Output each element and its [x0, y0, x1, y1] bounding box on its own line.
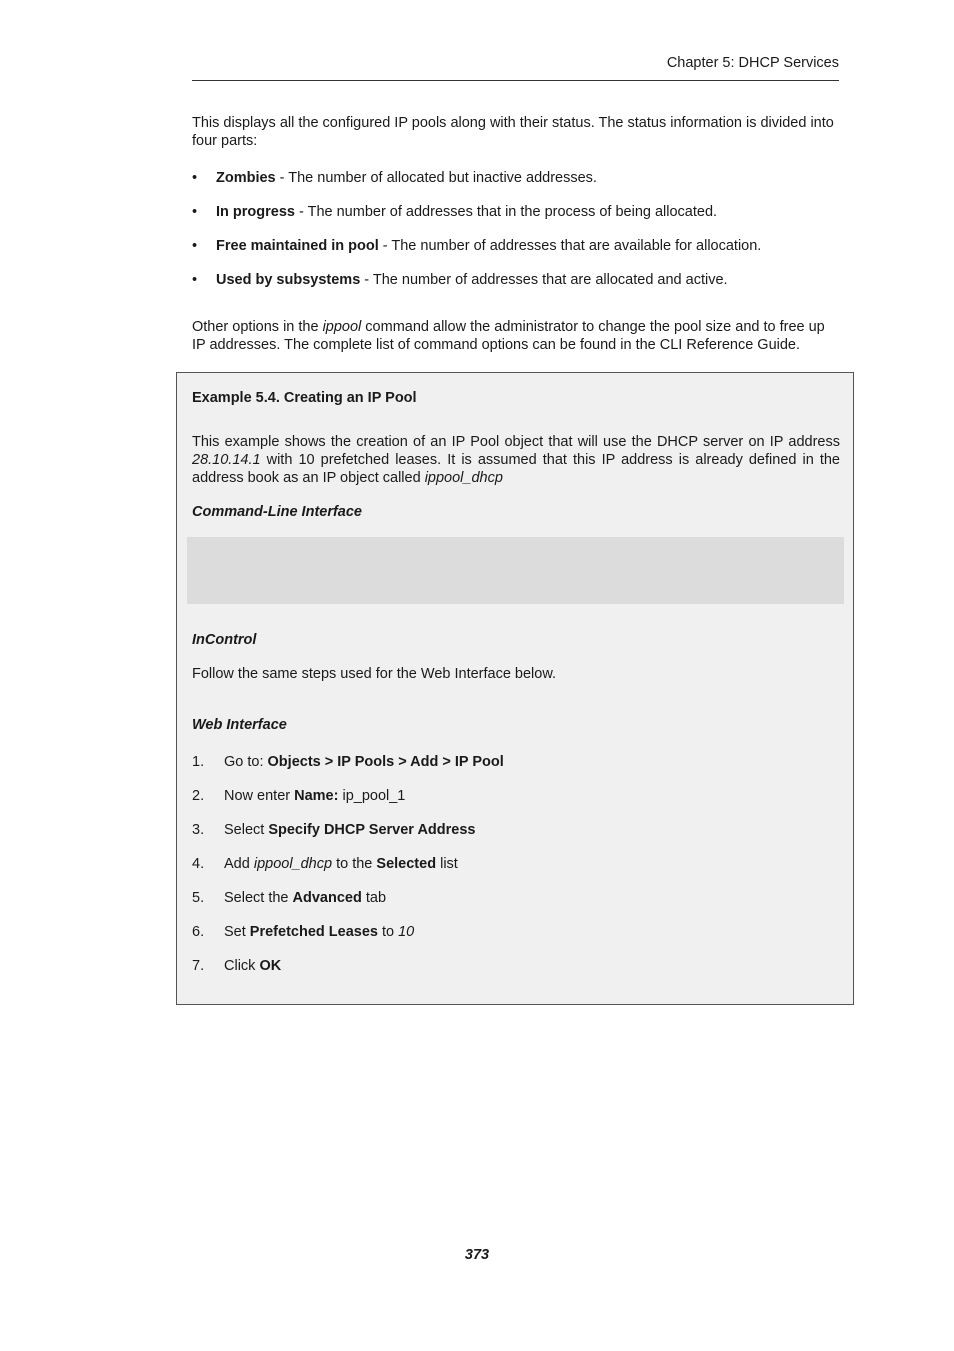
text-fragment: Go to: — [224, 754, 268, 770]
text-fragment: Other options in the — [192, 319, 323, 335]
text-fragment: to the — [332, 856, 377, 872]
bullet-term: Zombies — [216, 170, 276, 186]
bullet-symbol: • — [192, 238, 198, 254]
bullet-desc: - The number of addresses that are allocated and active. — [360, 272, 728, 288]
text-fragment: This example shows the creation of an IP Pool object that will use the DHCP server on IP address — [192, 434, 840, 450]
button-label: OK — [259, 958, 282, 974]
text-fragment: Add — [224, 856, 254, 872]
bullet-desc: - The number of addresses that in the process of being allocated. — [294, 204, 718, 220]
text-fragment: Now enter — [224, 788, 295, 804]
example-box — [176, 372, 854, 1005]
bullet-term: Free maintained in pool — [216, 238, 379, 254]
web-interface-heading: Web Interface — [192, 717, 287, 733]
field-value: 10 — [398, 924, 415, 940]
text-fragment: tab — [361, 890, 387, 906]
list-label: Selected — [376, 856, 437, 872]
incontrol-text: Follow the same steps used for the Web Interface below. — [192, 666, 557, 682]
tab-label: Advanced — [292, 890, 362, 906]
step-number: 3. — [192, 822, 205, 838]
intro-paragraph: This displays all the configured IP pools along with their status. The status information is divided into four parts: — [192, 115, 834, 149]
bullet-desc: - The number of allocated but inactive addresses. — [275, 170, 597, 186]
ip-object-name: ippool_dhcp — [424, 470, 503, 486]
text-fragment: ip_pool_1 — [338, 788, 406, 804]
incontrol-heading: InControl — [192, 632, 257, 648]
ippool-command: ippool — [322, 319, 362, 335]
step-number: 4. — [192, 856, 205, 872]
object-name: ippool_dhcp — [253, 856, 333, 872]
bullet-term: Used by subsystems — [216, 272, 361, 288]
menu-path: Objects > IP Pools > Add > IP Pool — [267, 754, 504, 770]
option-label: Specify DHCP Server Address — [268, 822, 476, 838]
text-fragment: Click — [224, 958, 260, 974]
chapter-title: Chapter 5: DHCP Services — [666, 55, 839, 71]
step-number: 2. — [192, 788, 205, 804]
step-number: 6. — [192, 924, 205, 940]
text-fragment: with 10 prefetched leases. It is assumed that this IP address is already defined in the address book as an IP object called — [192, 452, 840, 486]
page-number: 373 — [464, 1247, 490, 1263]
bullet-term: In progress — [216, 204, 295, 220]
bullet-symbol: • — [192, 272, 198, 288]
text-fragment: command allow the administrator to change the pool size and to free up IP addresses. The complete list of command options can be found in the CLI Reference Guide. — [192, 319, 825, 353]
other-options-paragraph — [192, 318, 840, 354]
ip-address: 28.10.14.1 — [192, 452, 261, 468]
text-fragment: list — [436, 856, 458, 872]
cli-code-block — [187, 537, 844, 604]
step-number: 1. — [192, 754, 205, 770]
bullet-symbol: • — [192, 204, 198, 220]
field-label: Prefetched Leases — [249, 924, 378, 940]
field-label: Name: — [294, 788, 339, 804]
cli-heading: Command-Line Interface — [192, 504, 362, 520]
text-fragment: Select — [224, 822, 269, 838]
text-fragment: Set — [224, 924, 250, 940]
example-title: Example 5.4. Creating an IP Pool — [192, 390, 417, 406]
bullet-desc: - The number of addresses that are available for allocation. — [378, 238, 762, 254]
example-description — [192, 433, 840, 487]
step-number: 7. — [192, 958, 205, 974]
page-header — [192, 55, 839, 81]
text-fragment: to — [377, 924, 399, 940]
step-number: 5. — [192, 890, 205, 906]
text-fragment: Select the — [224, 890, 293, 906]
bullet-symbol: • — [192, 170, 198, 186]
